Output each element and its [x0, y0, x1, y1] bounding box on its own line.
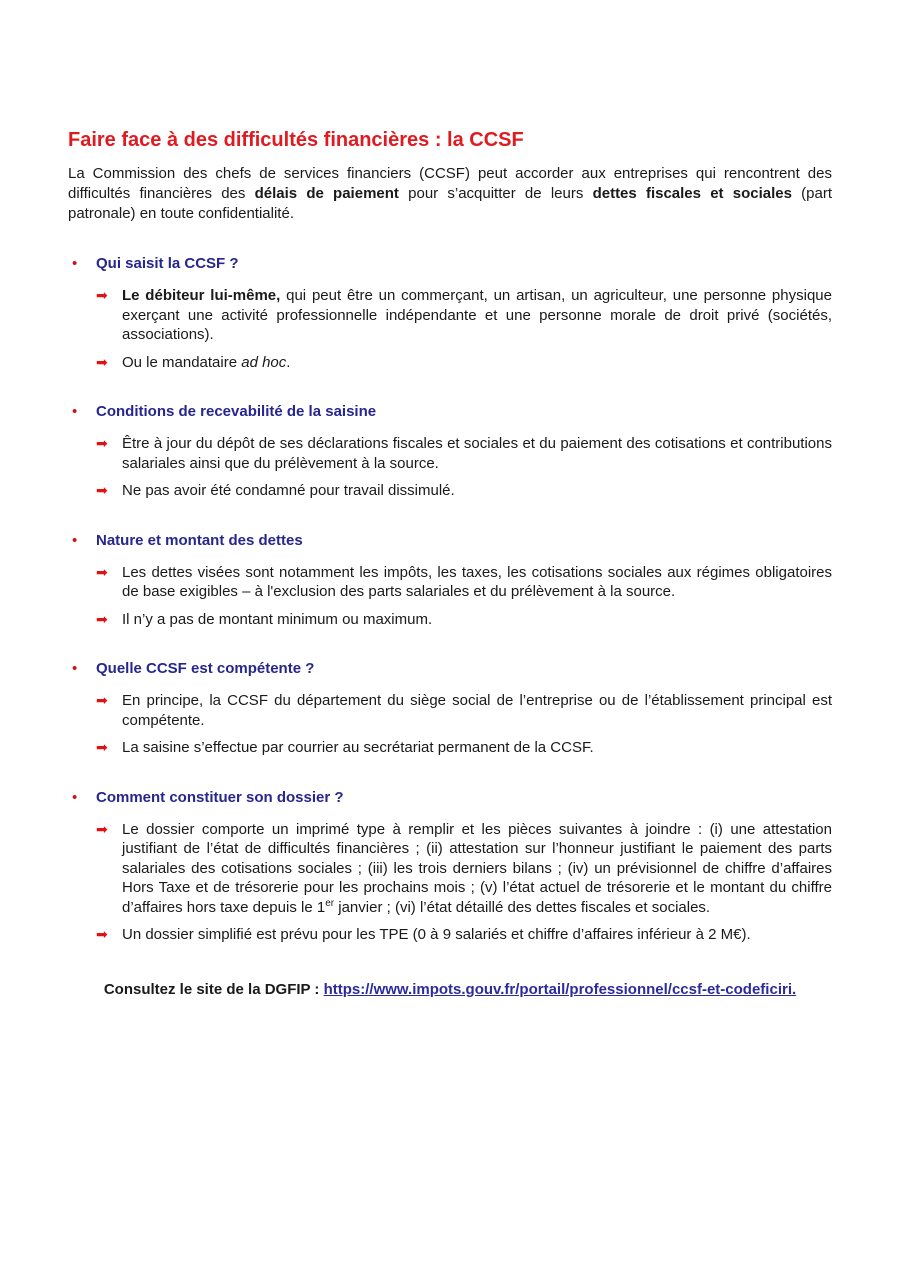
list-item	[68, 481, 832, 501]
section-qui-saisit	[68, 254, 832, 372]
list-item-text: Être à jour du dépôt de ses déclarations fiscales et sociales et du paiement des cotisations et contributions salariales ainsi que du prélèvement à la source.	[122, 435, 832, 472]
arrow-bullet-icon: ➡	[96, 287, 108, 303]
footer-note	[68, 980, 832, 1000]
list-item	[68, 353, 832, 373]
list-item-text: Les dettes visées sont notamment les impôts, les taxes, les cotisations sociales aux régimes obligatoires de base exigibles – à l'exclusion des parts salariales et du prélèvement à la source.	[122, 563, 832, 600]
list-item	[68, 691, 832, 730]
section-heading-row	[68, 659, 832, 678]
list-item	[68, 434, 832, 473]
page-title: Faire face à des difficultés financières : la CCSF	[68, 129, 524, 151]
arrow-bullet-icon: ➡	[96, 926, 108, 942]
list-item-text: Le dossier comporte un imprimé type à remplir et les pièces suivantes à joindre : (i) une attestation justifiant de l’état de difficultés financières ; (ii) attestation sur l’honneur justifiant le paiement des parts salariales des cotisations sociales ; (iii) les trois derniers bilans ; (iv) un prévisionnel de chiffre d’affaires Hors Taxe et de trésorerie pour les prochains mois ; (v) l’état actuel de trésorerie et le montant du chiffre d’affaires hors taxe depuis le 1er janvier ; (vi) l’état détaillé des dettes fiscales et sociales.	[122, 820, 832, 916]
bullet-dot-icon: •	[72, 660, 78, 677]
section-heading-row	[68, 531, 832, 550]
section-heading: Conditions de recevabilité de la saisine	[96, 403, 377, 420]
arrow-bullet-icon: ➡	[96, 739, 108, 755]
list-item	[68, 738, 832, 758]
section-heading: Qui saisit la CCSF ?	[96, 255, 239, 272]
section-ccsf-competente	[68, 659, 832, 758]
list-item	[68, 820, 832, 918]
intro-paragraph: La Commission des chefs de services financiers (CCSF) peut accorder aux entreprises qui rencontrent des difficultés financières des délais de paiement pour s’acquitter de leurs dettes fiscales et sociales (part patronale) en toute confidentialité.	[68, 165, 833, 222]
bullet-dot-icon: •	[72, 403, 78, 420]
list-item	[68, 286, 832, 345]
section-heading-row	[68, 788, 832, 807]
list-item-text: Un dossier simplifié est prévu pour les TPE (0 à 9 salariés et chiffre d’affaires inférieur à 2 M€).	[122, 926, 751, 943]
arrow-bullet-icon: ➡	[96, 435, 108, 451]
list-item-text: Ou le mandataire ad hoc.	[122, 353, 291, 371]
list-item-text: Ne pas avoir été condamné pour travail dissimulé.	[122, 482, 455, 499]
list-item	[68, 610, 832, 630]
section-dossier	[68, 788, 832, 945]
section-heading: Comment constituer son dossier ?	[96, 788, 344, 806]
list-item-text: En principe, la CCSF du département du siège social de l’entreprise ou de l’établissement principal est compétente.	[122, 692, 832, 729]
section-nature-montant	[68, 531, 832, 630]
arrow-bullet-icon: ➡	[96, 820, 108, 837]
section-heading-row	[68, 402, 832, 421]
list-item	[68, 925, 832, 945]
list-item	[68, 563, 832, 602]
list-item-text: La saisine s’effectue par courrier au secrétariat permanent de la CCSF.	[122, 739, 594, 756]
footer-label: Consultez le site de la DGFIP :	[103, 980, 324, 998]
arrow-bullet-icon: ➡	[96, 692, 108, 708]
arrow-bullet-icon: ➡	[96, 482, 108, 498]
section-heading-row	[68, 254, 832, 273]
section-heading: Quelle CCSF est compétente ?	[96, 660, 315, 677]
arrow-bullet-icon: ➡	[96, 563, 108, 580]
dgfip-link[interactable]: https://www.impots.gouv.fr/portail/professionnel/ccsf-et-codeficiri.	[323, 980, 797, 998]
bullet-dot-icon: •	[72, 255, 78, 272]
section-conditions	[68, 402, 832, 501]
bullet-dot-icon: •	[72, 788, 78, 806]
arrow-bullet-icon: ➡	[96, 610, 108, 627]
list-item-text: Il n’y a pas de montant minimum ou maximum.	[122, 610, 433, 628]
list-item-text: Le débiteur lui-même, qui peut être un commerçant, un artisan, un agriculteur, une personne physique exerçant une activité professionnelle indépendante et une personne morale de droit privé (sociétés, associations).	[122, 287, 832, 343]
bullet-dot-icon: •	[72, 531, 78, 549]
arrow-bullet-icon: ➡	[96, 353, 108, 370]
section-heading: Nature et montant des dettes	[96, 531, 303, 549]
